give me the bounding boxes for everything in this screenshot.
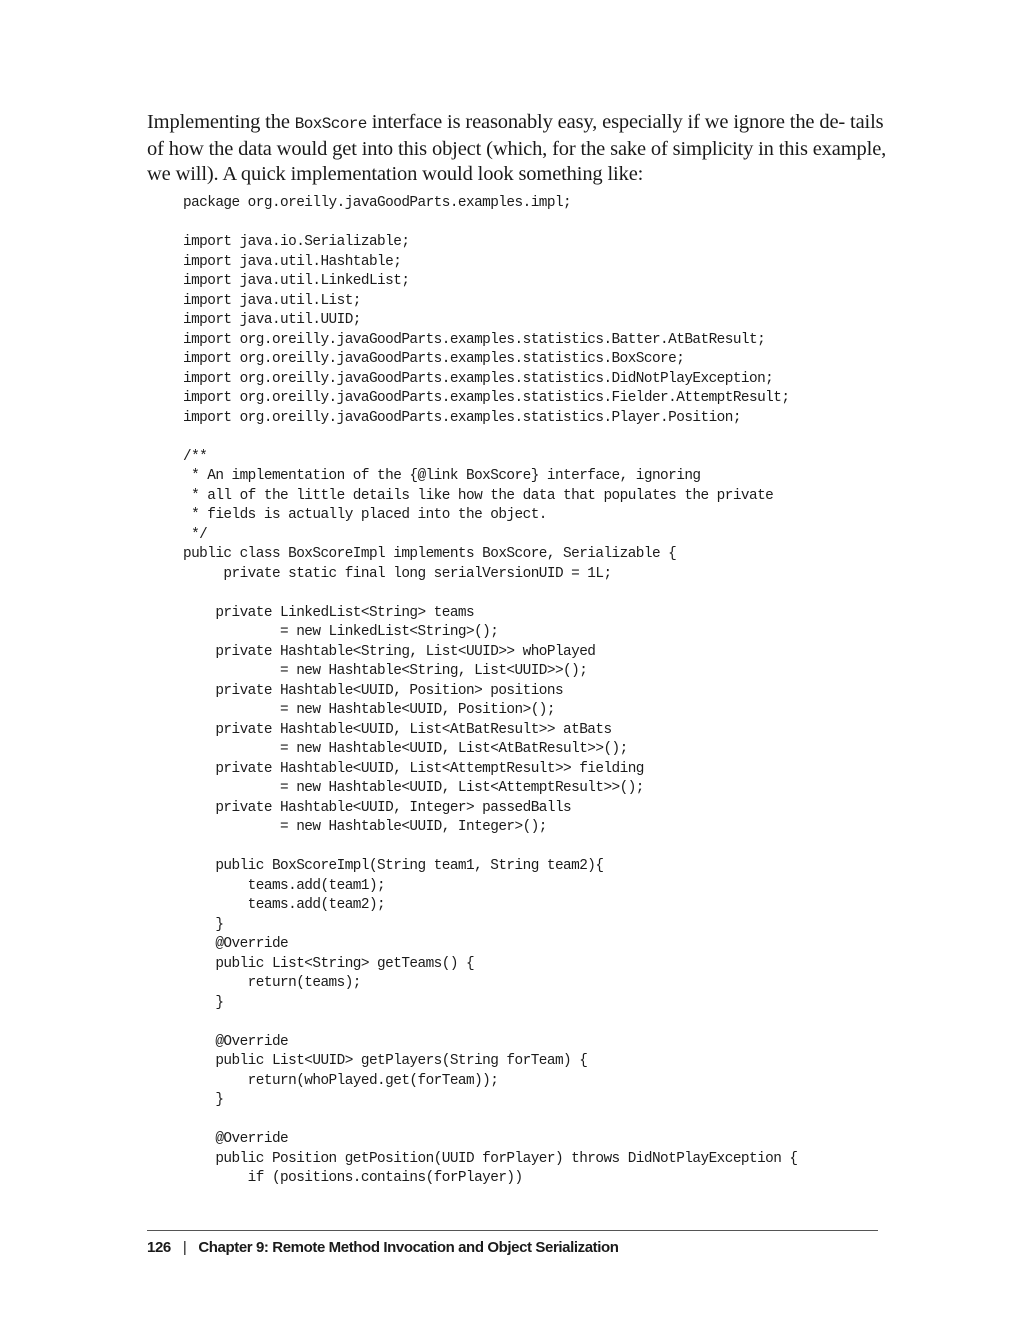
code-line: import org.oreilly.javaGoodParts.examples.statistics.BoxScore; <box>183 351 685 367</box>
code-listing <box>183 194 798 1189</box>
code-line: } <box>183 916 224 933</box>
code-line: return(whoPlayed.get(forTeam)); <box>183 1072 499 1089</box>
code-line: } <box>183 1092 224 1108</box>
code-line: import org.oreilly.javaGoodParts.examples.statistics.DidNotPlayException; <box>183 370 774 387</box>
code-line: private Hashtable<UUID, Position> positions <box>183 682 564 699</box>
intro-text-before: Implementing the <box>147 111 295 133</box>
code-line: public class BoxScoreImpl implements BoxScore, Serializable { <box>183 546 677 562</box>
code-line <box>183 838 798 858</box>
code-line <box>183 1111 798 1131</box>
code-line: = new Hashtable<UUID, List<AtBatResult>>(); <box>183 741 628 757</box>
code-line: public Position getPosition(UUID forPlayer) throws DidNotPlayException { <box>183 1150 798 1167</box>
chapter-title: Chapter 9: Remote Method Invocation and Object Serialization <box>198 1239 619 1256</box>
code-line: */ <box>183 526 208 543</box>
footer-separator: | <box>182 1239 187 1256</box>
code-line: @Override <box>183 1131 289 1147</box>
code-line: @Override <box>183 936 289 952</box>
code-line: import org.oreilly.javaGoodParts.examples.statistics.Player.Position; <box>183 409 741 426</box>
code-line: * all of the little details like how the data that populates the private <box>183 487 774 504</box>
code-line: import org.oreilly.javaGoodParts.examples.statistics.Fielder.AttemptResult; <box>183 390 790 406</box>
page-footer <box>147 1239 619 1256</box>
code-line: private Hashtable<UUID, List<AtBatResult>> atBats <box>183 721 612 738</box>
code-line: = new Hashtable<UUID, List<AttemptResult>>(); <box>183 780 644 796</box>
code-line: = new LinkedList<String>(); <box>183 624 499 640</box>
code-line: import java.util.Hashtable; <box>183 253 402 270</box>
code-line: package org.oreilly.javaGoodParts.examples.impl; <box>183 195 572 211</box>
code-line: private Hashtable<UUID, List<AttemptResult>> fielding <box>183 760 644 777</box>
code-line <box>183 584 798 604</box>
code-line <box>183 214 798 234</box>
code-line: = new Hashtable<UUID, Position>(); <box>183 702 555 718</box>
code-line: /** <box>183 448 208 465</box>
code-line: import java.io.Serializable; <box>183 234 410 250</box>
code-line: if (positions.contains(forPlayer)) <box>183 1170 523 1186</box>
intro-paragraph <box>147 110 887 187</box>
code-line: import java.util.UUID; <box>183 312 361 328</box>
code-line: * An implementation of the {@link BoxScore} interface, ignoring <box>183 468 701 484</box>
code-line: public List<UUID> getPlayers(String forTeam) { <box>183 1053 588 1069</box>
code-line: import org.oreilly.javaGoodParts.examples.statistics.Batter.AtBatResult; <box>183 331 766 348</box>
code-line: private static final long serialVersionUID = 1L; <box>183 565 612 582</box>
code-line: = new Hashtable<String, List<UUID>>(); <box>183 663 588 679</box>
code-line: import java.util.LinkedList; <box>183 273 410 289</box>
code-line: teams.add(team2); <box>183 897 386 913</box>
footer-divider <box>147 1230 878 1231</box>
code-line: private LinkedList<String> teams <box>183 604 475 621</box>
code-line: } <box>183 994 224 1011</box>
code-line: return(teams); <box>183 975 361 991</box>
page-number: 126 <box>147 1239 171 1256</box>
code-line: = new Hashtable<UUID, Integer>(); <box>183 819 547 835</box>
code-line: public BoxScoreImpl(String team1, String team2){ <box>183 858 604 874</box>
code-line: @Override <box>183 1033 289 1050</box>
code-line: teams.add(team1); <box>183 877 386 894</box>
code-line: private Hashtable<UUID, Integer> passedBalls <box>183 799 572 816</box>
code-line: * fields is actually placed into the object. <box>183 507 547 523</box>
code-line <box>183 428 798 448</box>
code-line: private Hashtable<String, List<UUID>> whoPlayed <box>183 643 596 660</box>
inline-code-term: BoxScore <box>294 115 367 133</box>
code-line: import java.util.List; <box>183 292 361 309</box>
code-line <box>183 1013 798 1033</box>
intro-text-after: interface is reasonably easy, especially if we ignore the de- tails of how the data would get into this object (which, for the sake of simplicity in this example, we will). A quick implementation would look something like: <box>147 111 887 185</box>
code-line: public List<String> getTeams() { <box>183 955 475 972</box>
